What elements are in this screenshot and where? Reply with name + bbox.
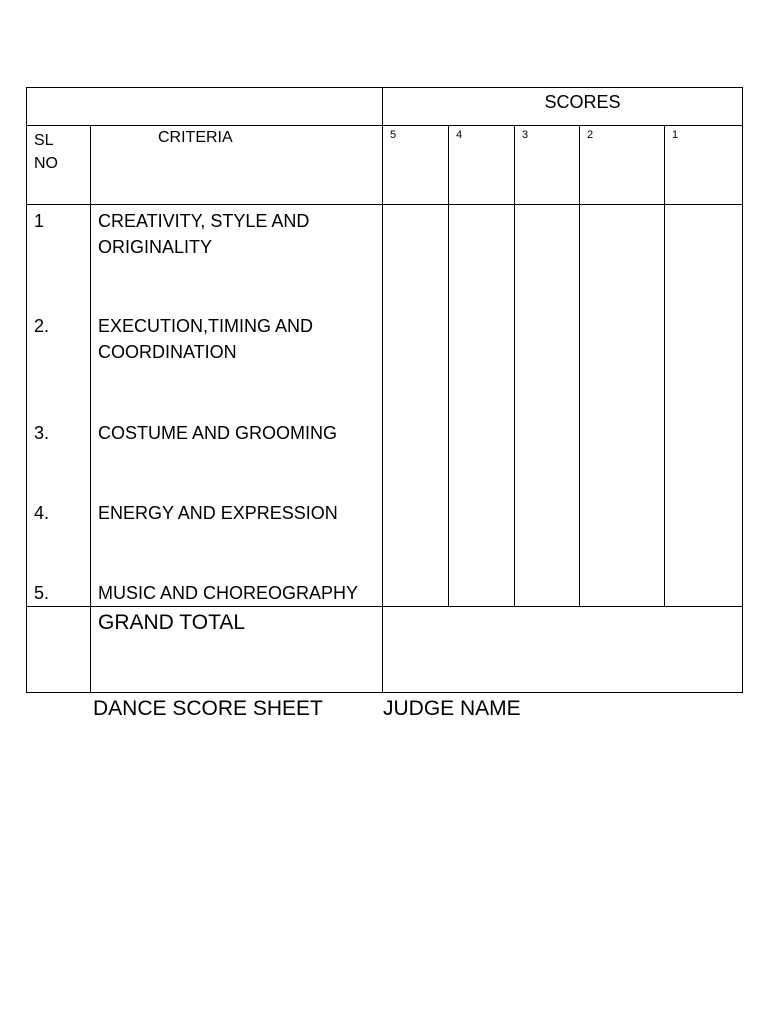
scores-label: SCORES [544, 92, 621, 112]
grand-total-label: GRAND TOTAL [91, 607, 383, 693]
column-header-row [27, 126, 743, 205]
sl-no-column [27, 205, 91, 607]
grand-total-value-cell[interactable] [383, 607, 743, 693]
criteria-item-5: MUSIC AND CHOREOGRAPHY [98, 583, 359, 603]
criteria-item-2-line1: EXECUTION,TIMING AND [98, 316, 314, 336]
criteria-column [91, 205, 383, 607]
criteria-label: CRITERIA [158, 129, 233, 146]
scores-header-row [27, 88, 743, 126]
row-number-1: 1 [34, 211, 45, 231]
score-column-header-1: 1 [665, 126, 743, 205]
criteria-item-2-line2: COORDINATION [98, 342, 237, 362]
row-number-2: 2. [34, 316, 50, 336]
score-cell-4[interactable] [449, 205, 515, 607]
grand-total-blank-cell [27, 607, 91, 693]
blank-header-cell [27, 88, 383, 126]
score-column-header-4: 4 [449, 126, 515, 205]
score-cell-5[interactable] [383, 205, 449, 607]
score-column-header-5: 5 [383, 126, 449, 205]
criteria-header [91, 126, 383, 205]
criteria-item-3: COSTUME AND GROOMING [98, 423, 338, 443]
grand-total-row [27, 607, 743, 693]
criteria-item-1-line1: CREATIVITY, STYLE AND [98, 211, 310, 231]
sheet-title: DANCE SCORE SHEET [93, 697, 323, 720]
criteria-item-2 [98, 313, 313, 365]
row-number-3: 3. [34, 423, 50, 443]
scores-header-cell [383, 88, 743, 126]
criteria-item-4: ENERGY AND EXPRESSION [98, 503, 338, 523]
sl-no-header [27, 126, 91, 205]
criteria-item-1 [98, 208, 309, 260]
score-sheet-table [26, 87, 743, 693]
judge-name-label: JUDGE NAME [383, 697, 521, 720]
score-cell-1[interactable] [665, 205, 743, 607]
criteria-item-1-line2: ORIGINALITY [98, 237, 213, 257]
score-cell-3[interactable] [515, 205, 580, 607]
score-column-header-3: 3 [515, 126, 580, 205]
sl-no-label-line2: NO [34, 155, 58, 172]
row-number-4: 4. [34, 503, 50, 523]
criteria-body-row [27, 205, 743, 607]
score-cell-2[interactable] [580, 205, 665, 607]
sl-no-label-line1: SL [34, 132, 54, 149]
score-column-header-2: 2 [580, 126, 665, 205]
row-number-5: 5. [34, 583, 50, 603]
